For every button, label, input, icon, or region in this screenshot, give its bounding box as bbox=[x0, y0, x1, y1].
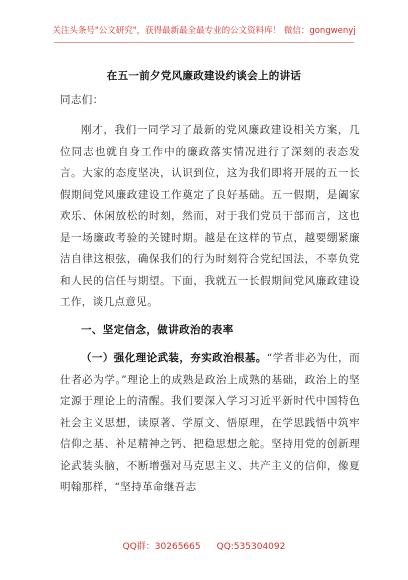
paragraph-theory bbox=[60, 348, 360, 499]
section-heading-1: 一、坚定信念，做讲政治的表率 bbox=[81, 324, 234, 336]
footer-contact bbox=[0, 539, 408, 552]
subsection-heading-1: （一）强化理论武装，夯实政治根基。 bbox=[81, 352, 267, 364]
header-divider bbox=[54, 42, 354, 43]
paragraph-intro: 刚才，我们一同学习了最新的党风廉政建设相关方案，几位同志也就自身工作中的廉政落实情况进行了深刻的表态发言。大家的态度坚决，认识到位，这为我们即将开展的五一长假期间党风廉政建设工作奠定了良好基础。五一假期，是阖家欢乐、休闲放松的时刻，然而，对于我们党员干部而言，这也是一场廉政考验的关键时期。越是在这样的节点，越要绷紧廉洁自律这根弦，确保我们的行为时刻符合党纪国法，不辜负党和人民的信任与期望。下面，我就五一长假期间党风廉政建设工作，谈几点意见。 bbox=[60, 124, 360, 308]
paragraph-theory-text: “学者非必为仕，而仕者必为学。”理论上的成熟是政治上成熟的基础，政治上的坚定源于理论上的清醒。我们要深入学习习近平新时代中国特色社会主义思想，读原著、学原文、悟原理，在学思践悟中筑牢信仰之基、补足精神之钙、把稳思想之舵。坚持用党的创新理论武装头脑，不断增强对马克思主义、共产主义的信仰，像夏明翰那样，“坚持革命继吾志 bbox=[60, 352, 360, 493]
header-banner: 关注头条号"公文研究"，获得最新最全最专业的公文资料库！ 微信：gongwenyj bbox=[52, 26, 356, 36]
salutation: 同志们： bbox=[60, 94, 104, 106]
footer-qq-group: QQ群：30265665 bbox=[122, 542, 201, 552]
footer-qq-number: QQ:535304092 bbox=[216, 542, 286, 552]
document-title: 在五一前夕党风廉政建设约谈会上的讲话 bbox=[106, 70, 302, 82]
